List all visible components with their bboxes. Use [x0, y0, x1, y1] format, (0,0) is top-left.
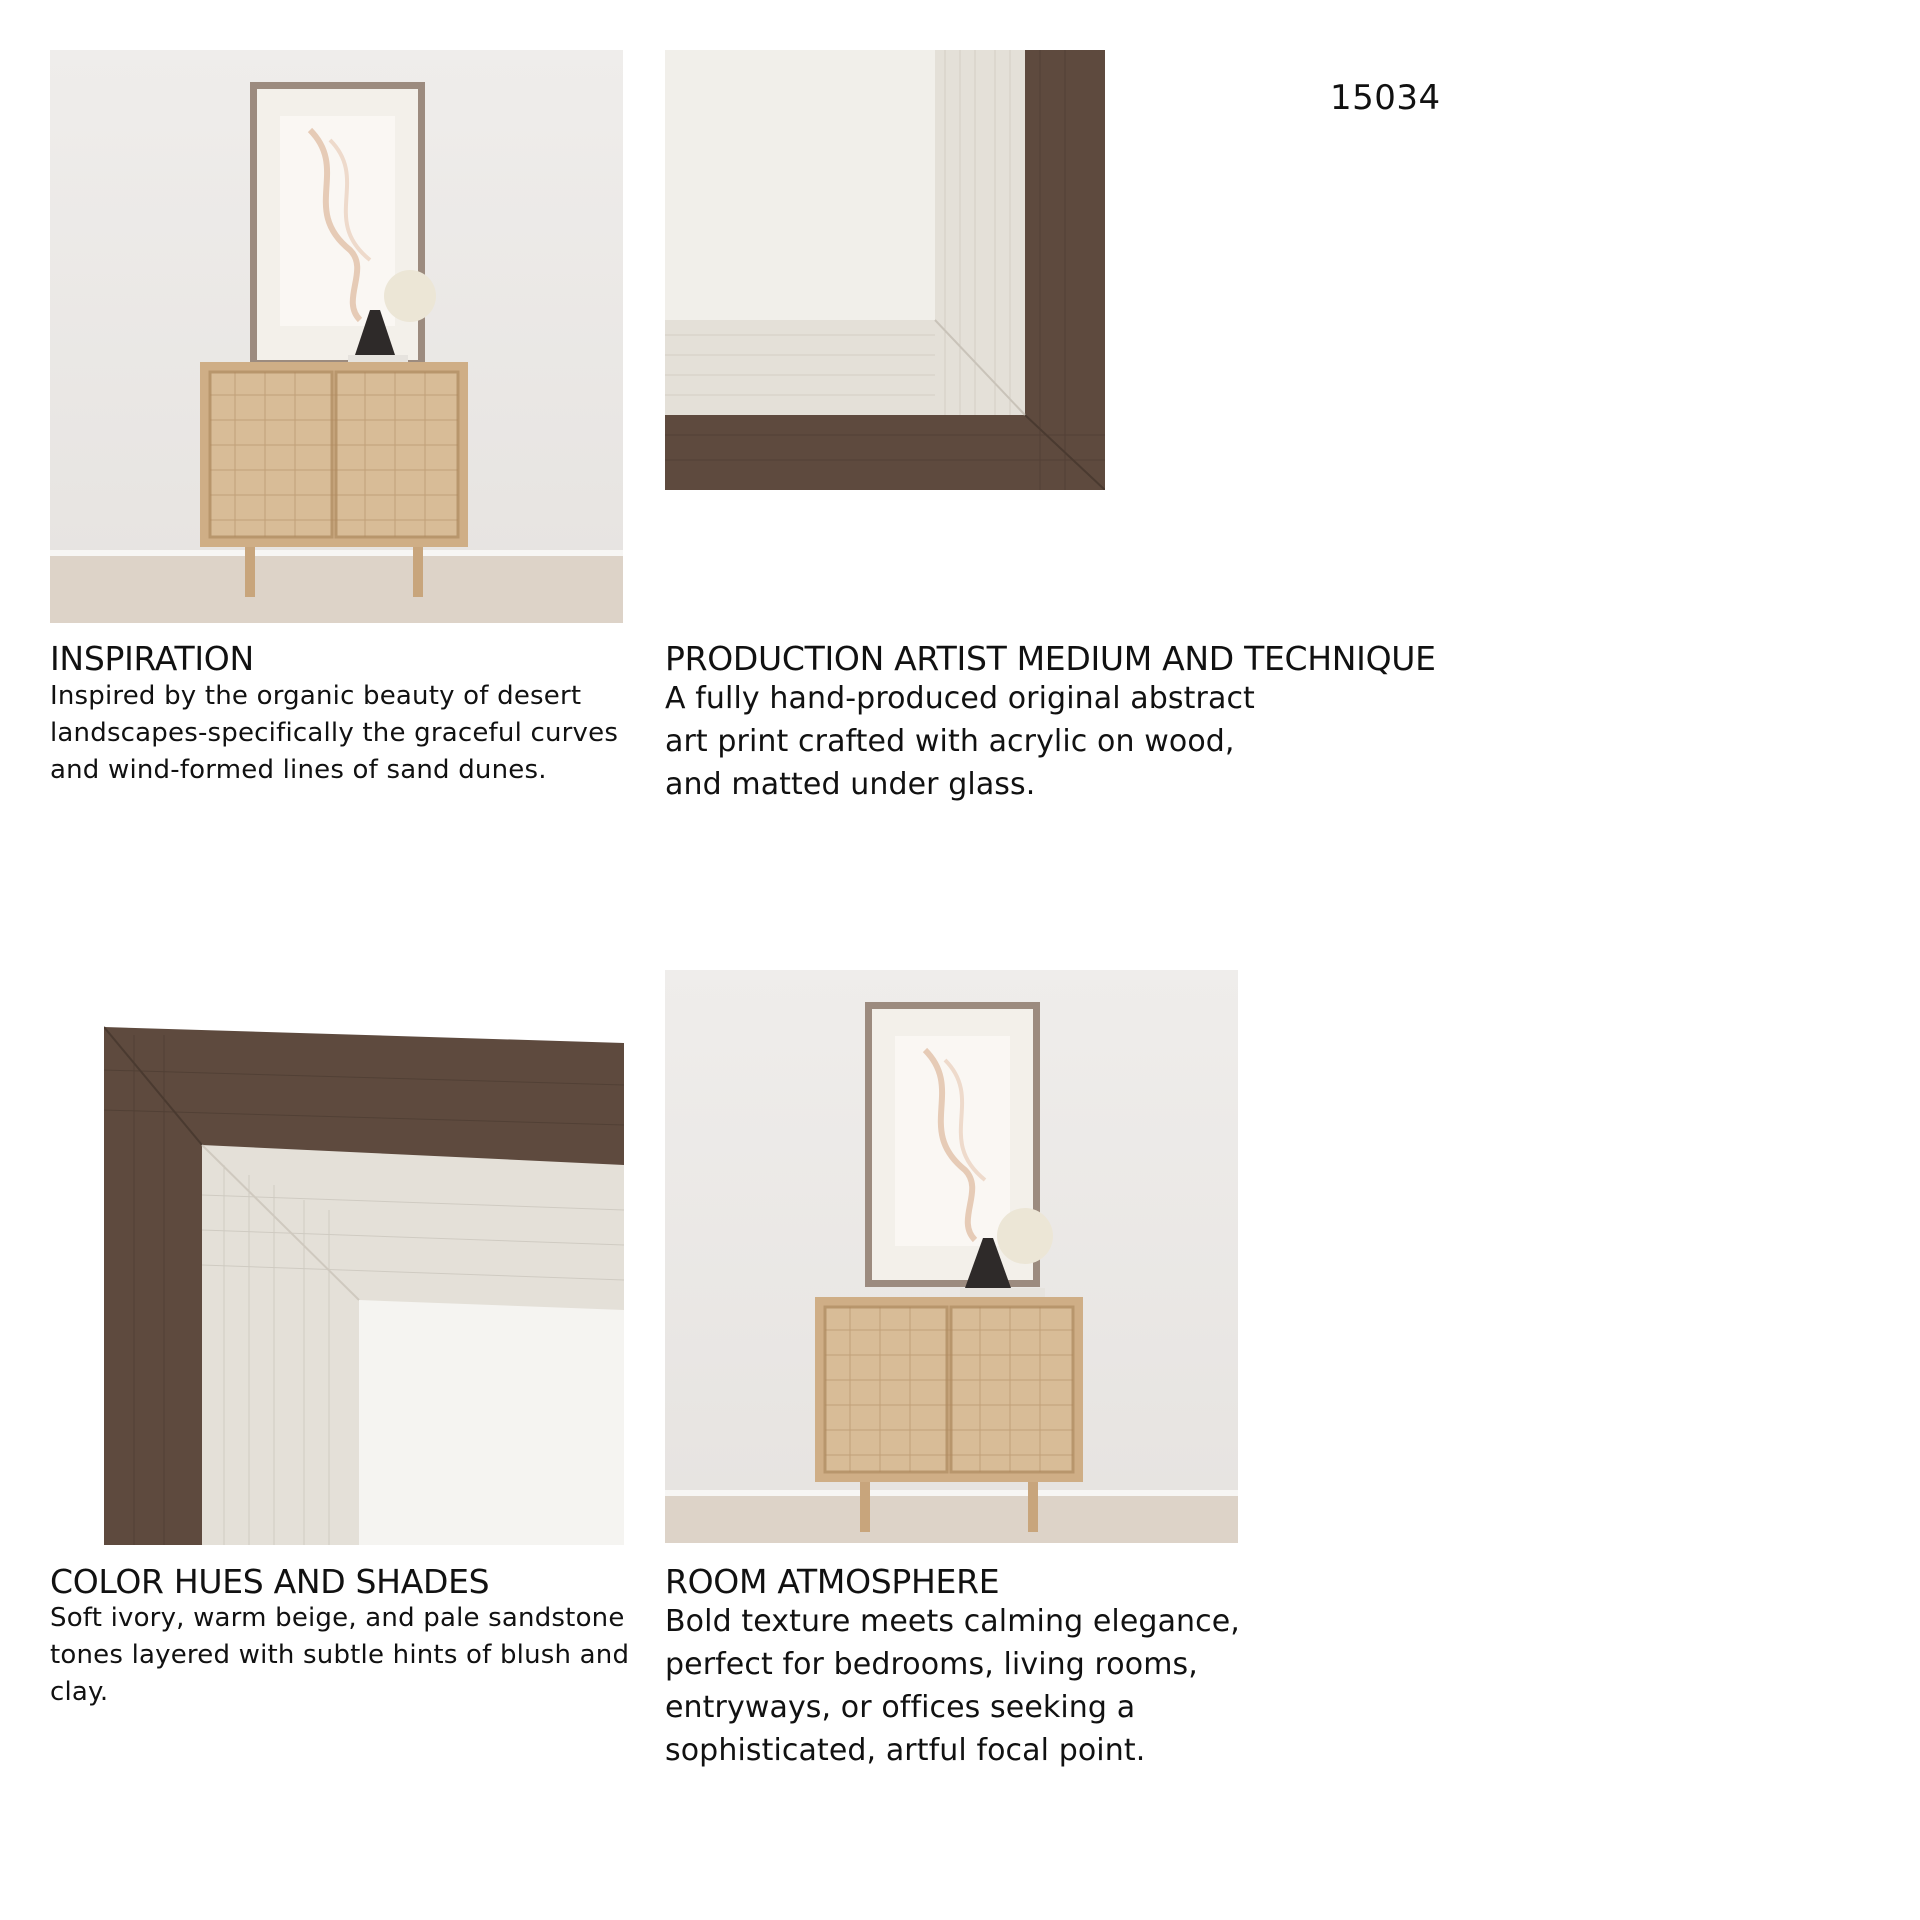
- room-heading: ROOM ATMOSPHERE: [665, 1562, 1000, 1601]
- room-text: [665, 1600, 1240, 1772]
- color-line: clay.: [50, 1677, 109, 1707]
- color-heading: COLOR HUES AND SHADES: [50, 1562, 490, 1601]
- production-heading: PRODUCTION ARTIST MEDIUM AND TECHNIQUE: [665, 639, 1436, 678]
- production-text: [665, 677, 1255, 806]
- color-line: Soft ivory, warm beige, and pale sandstone: [50, 1603, 625, 1633]
- product-code: 15034: [1330, 78, 1441, 118]
- room-scene-photo: [50, 50, 623, 623]
- room-line: perfect for bedrooms, living rooms,: [665, 1647, 1198, 1682]
- room-line: Bold texture meets calming elegance,: [665, 1604, 1240, 1639]
- color-line: tones layered with subtle hints of blush and: [50, 1640, 630, 1670]
- inspiration-text: [50, 678, 618, 789]
- inspiration-heading: INSPIRATION: [50, 639, 254, 678]
- inspiration-line: and wind-formed lines of sand dunes.: [50, 755, 547, 785]
- room-atmosphere-photo: [665, 970, 1238, 1543]
- room-line: entryways, or offices seeking a: [665, 1690, 1136, 1725]
- frame-corner-closeup-photo: [665, 50, 1105, 490]
- color-text: [50, 1600, 629, 1711]
- production-line: art print crafted with acrylic on wood,: [665, 724, 1235, 759]
- frame-texture-closeup-photo: [104, 1025, 624, 1545]
- inspiration-line: landscapes-specifically the graceful curves: [50, 718, 619, 748]
- inspiration-line: Inspired by the organic beauty of desert: [50, 681, 582, 711]
- production-line: and matted under glass.: [665, 767, 1036, 802]
- room-line: sophisticated, artful focal point.: [665, 1733, 1146, 1768]
- production-line: A fully hand-produced original abstract: [665, 681, 1255, 716]
